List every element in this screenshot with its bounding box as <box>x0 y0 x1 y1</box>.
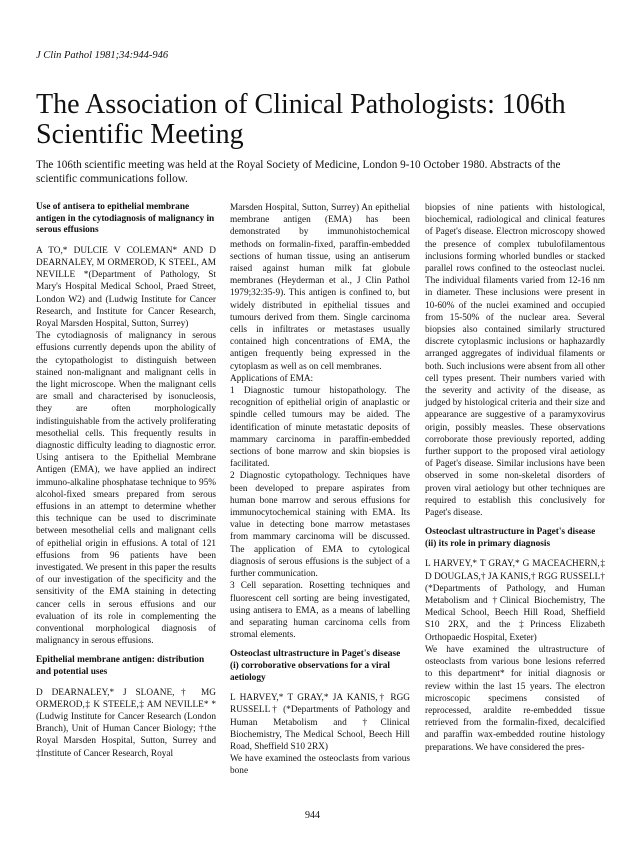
application-item-3: 3 Cell separation. Rosetting techniques and fluorescent cell sorting are being investigated, using antisera to EMA, as a means of labelling and separating human carcinoma cells from stromal elements. <box>230 581 410 641</box>
application-item-1: 1 Diagnostic tumour histopathology. The recognition of epithelial origin of anaplastic or spindle celled tumours may be aided. The identification of minute metastatic deposits of mammary carcinoma in paraffin-embedded sections of bone marrow and skin biopsies is facilitated. <box>230 386 410 470</box>
abstract-heading-3: Osteoclast ultrastructure in Paget's disease (i) corroborative observations for a viral aetiology <box>230 649 401 683</box>
journal-citation: J Clin Pathol 1981;34:944-946 <box>36 50 169 61</box>
applications-label: Applications of EMA: <box>230 373 314 384</box>
abstract-authors-2: D DEARNALEY,* J SLOANE,† MG ORMEROD,‡ K STEELE,‡ AM NEVILLE* *(Ludwig Institute for Cancer Research (London Branch), Unit of Human Cancer Biology; †the Royal Marsden Hospital, Sutton, Surrey and ‡Institute of Cancer Research, Royal <box>36 687 216 759</box>
page-title: The Association of Clinical Pathologists: 106th Scientific Meeting <box>36 89 566 150</box>
column-1 <box>36 202 216 760</box>
abstract-heading-4: Osteoclast ultrastructure in Paget's disease (ii) its role in primary diagnosis <box>425 527 596 549</box>
abstract-body-4: We have examined the ultrastructure of osteoclasts from various bone lesions referred to this department* for initial diagnosis or review within the last 15 years. The electron microscopic specimens consisted of reprocessed, araldite re-embedded tissue retrieved from the formalin-fixed, decalcified and paraffin wax-embedded routine histology preparations. We have considered the pres- <box>425 644 605 753</box>
abstract-authors-1: A TO,* DULCIE V COLEMAN* AND D DEARNALEY, M ORMEROD, K STEEL, AM NEVILLE *(Department of Pathology, St Mary's Hospital Medical School, Praed Street, London W2) and (Ludwig Institute for Cancer Research, and Institute for Cancer Research, Royal Marsden Hospital, Sutton, Surrey) <box>36 245 216 329</box>
column-2 <box>230 202 410 778</box>
abstract-body-1: The cytodiagnosis of malignancy in serous effusions currently depends upon the ability of the cytopathologist to distinguish between stained non-malignant and malignant cells in the light microscope. When the malignant cells are small and characterised by isonucleosis, they are often morphologically indistinguishable from the actively proliferating mesothelial cells. This frequently results in diagnostic difficulty leading to diagnostic error. Using antisera to the Epithelial Membrane Antigen (EMA), we have applied an indirect immuno-alkaline phosphatase technique to 95% alcohol-fixed smears prepared from serous effusions in an attempt to determine whether this technique can be used to discriminate between mesothelial cells and malignant cells of epithelial origin in effusions. A total of 121 effusions from 96 patients have been investigated. We present in this paper the results of our investigation of the specificity and the sensitivity of the EMA staining in detecting cancer cells in serous effusions and our evaluation of its role in complementing the conventional morphological diagnosis of malignancy in serous effusions. <box>36 331 216 647</box>
intro-paragraph: The 106th scientific meeting was held at the Royal Society of Medicine, London 9-10 October 1980. Abstracts of the scientific communications follow. <box>36 159 561 185</box>
abstract-heading-1: Use of antisera to epithelial membrane antigen in the cytodiagnosis of malignancy in serous effusions <box>36 202 215 236</box>
column-3 <box>425 202 605 754</box>
application-item-2: 2 Diagnostic cytopathology. Techniques have been developed to prepare aspirates from human bone marrow and serous effusions for immunocytochemical staining with EMA. Its value in detecting bone marrow metastases from mammary carcinoma will be discussed. The application of EMA to cytological diagnosis of serous effusions is the subject of a further communication. <box>230 471 410 580</box>
abstract-heading-2: Epithelial membrane antigen: distribution and potential uses <box>36 655 205 678</box>
abstract-body-3-cont: biopsies of nine patients with histological, biochemical, radiological and clinical features of Paget's disease. Electron microscopy showed the presence of complex tubulofilamentous inclusions forming whorled bundles or stacked parallel rows confined to the osteoclast nuclei. The individual filaments varied from 12-16 nm in diameter. These inclusions were present in 10-60% of the nuclei examined and occupied from 15-50% of the nuclear area. Several biopsies also contained similarly structured discrete cytoplasmic inclusions or haphazardly arranged aggregates of individual filaments or both. Such inclusions were absent from all other cell types present. Their numbers varied with the severity and activity of the disease, as judged by histological criteria and their size and appearance are suggestive of a paramyxovirus origin, possibly measles. These observations corroborate those previously reported, adding further support to the proposed viral aetiology of Paget's disease. Similar inclusions have been observed in some non-skeletal disorders of proven viral aetiology but other techniques are required to establish this conclusively for Paget's disease. <box>425 203 605 519</box>
abstract-body-3-start: We have examined the osteoclasts from various bone <box>230 754 410 777</box>
page-number: 944 <box>305 810 320 821</box>
abstract-authors-4: L HARVEY,* T GRAY,* G MACEACHERN,‡ D DOUGLAS,† JA KANIS,† RGG RUSSELL† (*Departments of Pathology, and Human Metabolism and †Clinical Biochemistry, The Medical School, Beech Hill Road, Sheffield S10 2RX, and the ‡Princess Elizabeth Orthopaedic Hospital, Exeter) <box>425 559 605 643</box>
abstract-authors-3: L HARVEY,* T GRAY,* JA KANIS,† RGG RUSSELL† (*Departments of Pathology and Human Metabolism and †Clinical Biochemistry, The Medical School, Beech Hill Road, Sheffield S10 2RX) <box>230 693 410 752</box>
abstract-body-2: Marsden Hospital, Sutton, Surrey) An epithelial membrane antigen (EMA) has been demonstrated by immunohistochemical methods on formalin-fixed, paraffin-embedded sections of human tissue, using an antiserum raised against human milk fat globule membranes (Heyderman et al., J Clin Pathol 1979;32:35-9). This antigen is confined to, but widely distributed in epithelial tissues and tumours derived from them. Single carcinoma cells in infiltrates or metastases usually contained high concentrations of EMA, the antigen frequently being expressed in the cytoplasm as well as on cell membranes. <box>230 203 410 372</box>
